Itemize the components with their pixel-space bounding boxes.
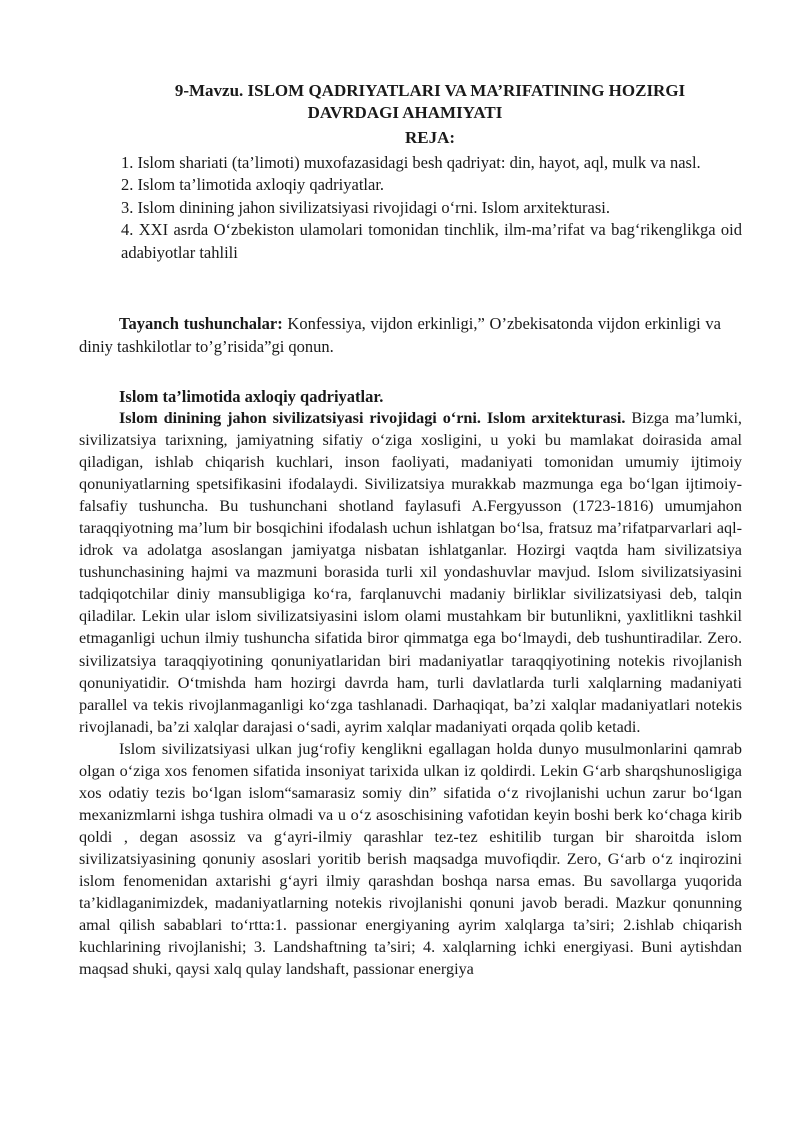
plan-heading: REJA:: [404, 128, 456, 147]
paragraph-1: [79, 407, 742, 738]
title-line-2: DAVRDAGI AHAMIYATI: [307, 103, 503, 122]
key-concepts-label: Tayanch tushunchalar:: [119, 314, 283, 333]
plan-list: [121, 152, 742, 264]
document-title: [80, 80, 760, 124]
title-line-1: 9-Mavzu. ISLOM QADRIYATLARI VA MA’RIFATINING HOZIRGI: [174, 81, 686, 100]
plan-item-1: 1. Islom shariati (ta’limoti) muxofazasidagi besh qadriyat: din, hayot, aql, mulk va nasl.: [121, 153, 701, 172]
paragraph-2: Islom sivilizatsiyasi ulkan jug‘rofiy kenglikni egallagan holda dunyo musulmonlarini qamrab olgan o‘ziga xos fenomen sifatida insoniyat tarixida ulkan iz qoldirdi. Lekin G‘arb sharqshunosligiga xos odatiy tezis bo‘lgan islom“samarasiz somiy din” sifatida o‘z rivojlanishi uchun zarur bo‘lgan mexanizmlarni ishga tushira olmadi va u o‘z asoschisining vafotidan keyin boshi berk ko‘chaga kirib qoldi , degan asossiz va g‘ayri-ilmiy qarashlar tez-tez eshitilib turgan bir sharoitda islom sivilizatsiyasining qonuniy asoslari yoritib berish maqsadga muvofiqdir. Zero, G‘arb o‘z inqirozini islom fenomenidan axtarishi g‘ayri ilmiy qarashdan boshqa narsa emas. Bu savollarga yuqorida ta’kidlaganimizdek, madaniyatlarning notekis rivojlanishi qonuni javob beradi. Mazkur qonunning amal qilish sabablari to‘rtta:1. passionar energiyaning ayrim xalqlarga ta’siri; 2.ishlab chiqarish kuchlarining rivojlanishi; 3. Landshaftning ta’siri; 4. xalqlarning ichki energiyasi. Buni aytishdan maqsad shuki, qaysi xalq qulay landshaft, passionar energiya: [79, 739, 742, 979]
section-heading: Islom ta’limotida axloqiy qadriyatlar.: [119, 387, 384, 406]
plan-item-4: 4. XXI asrda O‘zbekiston ulamolari tomonidan tinchlik, ilm-ma’rifat va bag‘rikenglikga oid adabiyotlar tahlili: [121, 220, 742, 262]
body-text: [79, 407, 742, 980]
plan-item-3: 3. Islom dinining jahon sivilizatsiyasi rivojidagi o‘rni. Islom arxitekturasi.: [121, 197, 610, 217]
key-concepts-text: Konfessiya, vijdon erkinligi,” O’zbekisatonda vijdon erkinligi va diniy tashkilotlar to’g’risida”gi qonun.: [79, 314, 721, 356]
plan-item-2: 2. Islom ta’limotida axloqiy qadriyatlar.: [121, 175, 385, 195]
key-concepts: [79, 313, 721, 358]
subsection-heading: Islom dinining jahon sivilizatsiyasi rivojidagi o‘rni. Islom arxitekturasi.: [119, 409, 626, 427]
paragraph-1-text: Bizga ma’lumki, sivilizatsiya tarixning, jamiyatning sifatiy o‘ziga xosligini, u yoki bu mamlakat doirasida amal qiladigan, ishlab chiqarish kuchlari, inson faoliyati, madaniyati tomonidan umumiy ijtimoiy qonuniyatlarning spetsifikasini ifodalaydi. Sivilizatsiya murakkab mazmunga ega bo‘lgan ijtimoiy-falsafiy tushuncha. Bu tushunchani shotland faylasufi A.Fergyusson (1723-1816) umumjahon taraqqiyotning ma’lum bir bosqichini ifodalash uchun ishlatgan bo‘lsa, fratsuz ma’rifatparvarlari aql-idrok va adolatga asoslangan jamiyatga nisbatan ishlatganlar. Hozirgi vaqtda ham sivilizatsiya tushunchasining hajmi va mazmuni borasida turli xil yondashuvlar mavjud. Islom sivilizatsiyasini tadqiqotchilar diniy mansubligiga ko‘ra, farqlanuvchi madaniy birliklar sivilizatsiyasi deb, talqin qiladilar. Lekin ular islom sivilizatsiyasini islom olami mustahkam bir butunlikni, yaxlitlikni tashkil etmaganligi uchun ilmiy tushuncha sifatida biror qimmatga ega bo‘lmaydi, deb tushuntiradilar. Zero. sivilizatsiya taraqqiyotining qonuniyatlaridan biri madaniyatlar taraqqiyotining notekis rivojlanish qonuniyatidir. O‘tmishda ham hozirgi davrda ham, turli davlatlarda turli xalqlarning madaniyati parallel va tekis rivojlanmaganligi ko‘zga tashlanadi. Darhaqiqat, ba’zi xalqlar madaniyatlari notekis rivojlanadi, ba’zi xalqlar darajasi o‘sadi, ayrim xalqlar madaniyati orqada qolib ketadi.: [79, 409, 742, 736]
